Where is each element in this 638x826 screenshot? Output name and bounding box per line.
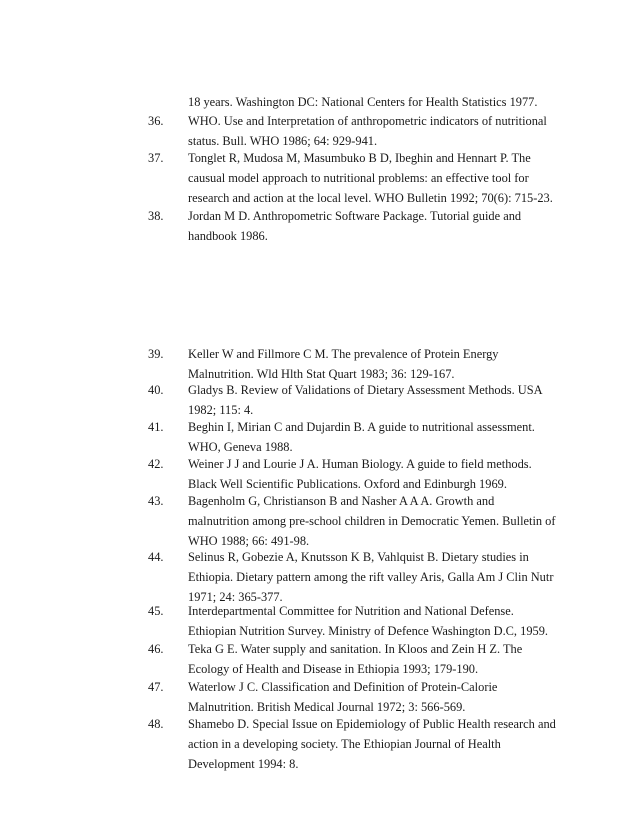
reference-line: Jordan M D. Anthropometric Software Package. Tutorial guide and [188,209,522,223]
reference-text [188,206,588,246]
reference-text [188,148,588,208]
reference-text [188,454,588,494]
reference-line: 18 years. Washington DC: National Centers for Health Statistics 1977. [188,95,538,109]
reference-number: 43. [148,494,164,508]
reference-line: Development 1994: 8. [188,757,299,771]
reference-number: 37. [148,151,164,165]
reference-line: Tonglet R, Mudosa M, Masumbuko B D, Ibeghin and Hennart P. The [188,151,531,165]
reference-line: malnutrition among pre-school children in Democratic Yemen. Bulletin of [188,514,556,528]
reference-text [188,344,588,384]
reference-line: Interdepartmental Committee for Nutrition and National Defense. [188,604,514,618]
reference-line: 1982; 115: 4. [188,403,254,417]
reference-line: Waterlow J C. Classification and Definition of Protein-Calorie [188,680,498,694]
reference-line: Ethiopia. Dietary pattern among the rift valley Aris, Galla Am J Clin Nutr [188,570,554,584]
reference-text [188,601,588,641]
reference-line: Shamebo D. Special Issue on Epidemiology of Public Health research and [188,717,556,731]
reference-number: 46. [148,642,164,656]
reference-text [188,547,588,607]
reference-number: 47. [148,680,164,694]
reference-number: 39. [148,347,164,361]
reference-line: Bagenholm G, Christianson B and Nasher A A A. Growth and [188,494,495,508]
reference-line: 1971; 24: 365-377. [188,590,283,604]
reference-text [188,111,588,151]
reference-number: 38. [148,209,164,223]
reference-line: causual model approach to nutritional problems: an effective tool for [188,171,529,185]
reference-line: Malnutrition. Wld Hlth Stat Quart 1983; 36: 129-167. [188,367,455,381]
reference-line: WHO, Geneva 1988. [188,440,293,454]
reference-line: Beghin I, Mirian C and Dujardin B. A guide to nutritional assessment. [188,420,535,434]
reference-line: Weiner J J and Lourie J A. Human Biology. A guide to field methods. [188,457,532,471]
reference-line: handbook 1986. [188,229,268,243]
reference-line: Black Well Scientific Publications. Oxford and Edinburgh 1969. [188,477,507,491]
reference-text [188,639,588,679]
reference-number: 48. [148,717,164,731]
reference-line: action in a developing society. The Ethiopian Journal of Health [188,737,501,751]
reference-text [188,92,588,112]
reference-number: 41. [148,420,164,434]
reference-line: WHO 1988; 66: 491-98. [188,534,310,548]
reference-line: Malnutrition. British Medical Journal 1972; 3: 566-569. [188,700,466,714]
reference-number: 42. [148,457,164,471]
reference-line: status. Bull. WHO 1986; 64: 929-941. [188,134,378,148]
reference-line: research and action at the local level. WHO Bulletin 1992; 70(6): 715-23. [188,191,553,205]
reference-line: Ethiopian Nutrition Survey. Ministry of Defence Washington D.C, 1959. [188,624,549,638]
reference-number: 45. [148,604,164,618]
reference-text [188,677,588,717]
reference-line: Gladys B. Review of Validations of Dietary Assessment Methods. USA [188,383,543,397]
reference-line: Keller W and Fillmore C M. The prevalence of Protein Energy [188,347,499,361]
reference-line: Teka G E. Water supply and sanitation. In Kloos and Zein H Z. The [188,642,523,656]
reference-number: 40. [148,383,164,397]
reference-text [188,714,588,774]
reference-text [188,417,588,457]
reference-text [188,491,588,551]
reference-text [188,380,588,420]
reference-line: Ecology of Health and Disease in Ethiopia 1993; 179-190. [188,662,479,676]
reference-line: WHO. Use and Interpretation of anthropometric indicators of nutritional [188,114,547,128]
reference-line: Selinus R, Gobezie A, Knutsson K B, Vahlquist B. Dietary studies in [188,550,529,564]
reference-number: 36. [148,114,164,128]
reference-number: 44. [148,550,164,564]
